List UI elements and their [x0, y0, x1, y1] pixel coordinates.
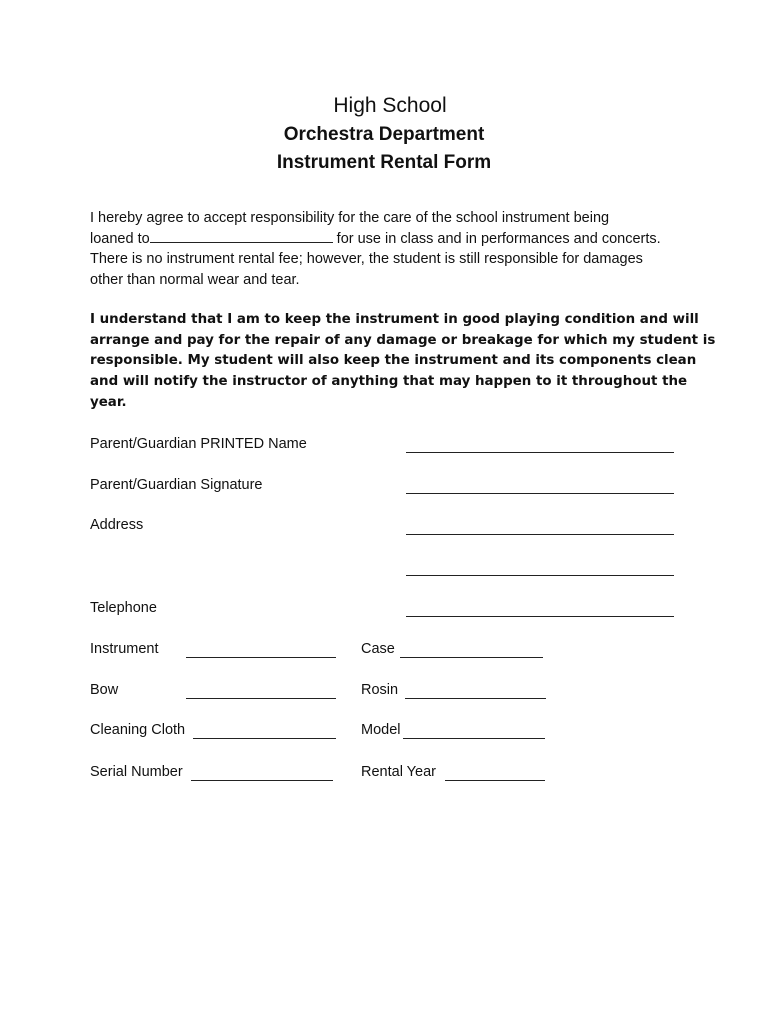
- serial-number-label: Serial Number: [90, 764, 183, 780]
- agreement-paragraph: [90, 208, 690, 291]
- agreement-line: other than normal wear and tear.: [90, 272, 300, 289]
- agreement-line: There is no instrument rental fee; however, the student is still responsible for damages: [90, 251, 643, 268]
- form-title: Instrument Rental Form: [276, 152, 492, 173]
- rosin-field[interactable]: [405, 684, 546, 699]
- understanding-line: year.: [90, 394, 127, 410]
- department-title: Orchestra Department: [283, 124, 485, 145]
- address-label: Address: [90, 517, 144, 533]
- agreement-line-loaned: [90, 229, 690, 250]
- loaned-to-blank[interactable]: [150, 229, 333, 243]
- understanding-line: and will notify the instructor of anything that may happen to it throughout the: [90, 374, 688, 390]
- bow-field[interactable]: [186, 684, 336, 699]
- telephone-field[interactable]: [406, 602, 674, 617]
- printed-name-field[interactable]: [406, 438, 674, 453]
- address-field-line-2[interactable]: [406, 561, 674, 576]
- understanding-line: arrange and pay for the repair of any damage or breakage for which my student is: [90, 332, 716, 348]
- rental-year-field[interactable]: [445, 766, 545, 781]
- model-label: Model: [361, 722, 401, 738]
- signature-field[interactable]: [406, 479, 674, 494]
- understanding-paragraph: [90, 310, 716, 414]
- loaned-to-suffix: for use in class and in performances and concerts.: [336, 230, 661, 247]
- rosin-label: Rosin: [361, 682, 399, 698]
- agreement-line: I hereby agree to accept responsibility for the care of the school instrument being: [90, 210, 610, 226]
- understanding-line: responsible. My student will also keep the instrument and its components clean: [90, 353, 697, 369]
- understanding-line: I understand that I am to keep the instrument in good playing condition and will: [90, 312, 699, 327]
- address-field-line-1[interactable]: [406, 520, 674, 535]
- serial-number-field[interactable]: [191, 766, 333, 781]
- signature-label: Parent/Guardian Signature: [90, 477, 263, 493]
- school-title: High School: [333, 94, 447, 117]
- bow-label: Bow: [90, 682, 119, 698]
- instrument-field[interactable]: [186, 643, 336, 658]
- rental-year-label: Rental Year: [361, 764, 436, 780]
- cleaning-cloth-field[interactable]: [193, 724, 336, 739]
- case-label: Case: [361, 641, 395, 657]
- instrument-label: Instrument: [90, 641, 159, 657]
- loaned-to-label: loaned to: [90, 230, 150, 247]
- printed-name-label: Parent/Guardian PRINTED Name: [90, 436, 307, 452]
- case-field[interactable]: [400, 643, 543, 658]
- telephone-label: Telephone: [90, 600, 157, 616]
- model-field[interactable]: [403, 724, 545, 739]
- cleaning-cloth-label: Cleaning Cloth: [90, 722, 186, 738]
